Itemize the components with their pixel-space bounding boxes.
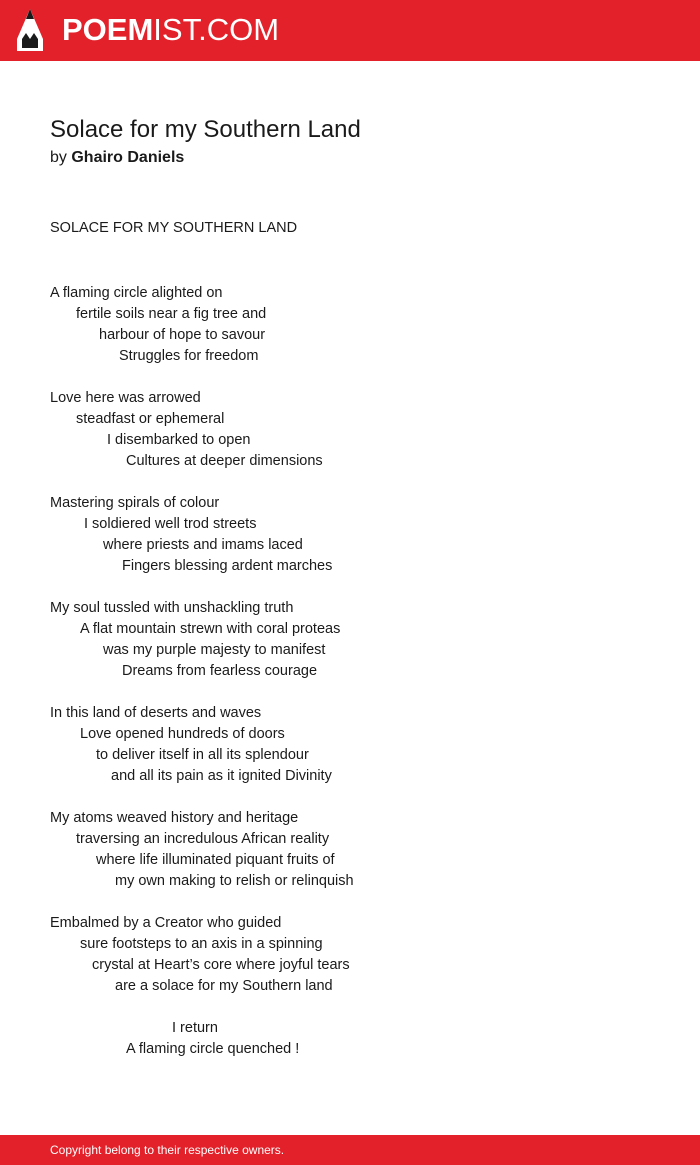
poem-line: In this land of deserts and waves [50,705,262,721]
poem-line: Cultures at deeper dimensions [126,453,323,469]
poem-line: to deliver itself in all its splendour [96,747,309,763]
poem-line: my own making to relish or relinquish [115,873,354,889]
poem-line: was my purple majesty to manifest [103,642,326,658]
author-name: Ghairo Daniels [71,149,185,166]
poem-line: Struggles for freedom [119,348,259,364]
poem-line: My atoms weaved history and heritage [50,810,299,826]
poem-line: My soul tussled with unshackling truth [50,600,294,616]
poem-line: sure footsteps to an axis in a spinning [80,936,323,952]
site-header [0,0,700,61]
site-logo-link[interactable] [62,12,279,48]
poem-line: A flat mountain strewn with coral proteas [80,621,341,637]
by-label: by [50,149,67,166]
byline [50,149,184,167]
poem-line: Dreams from fearless courage [122,663,318,679]
poem-line: I disembarked to open [107,432,251,448]
poem-line: Fingers blessing ardent marches [122,558,333,574]
poem-line: I soldiered well trod streets [84,516,257,532]
poem-line: Love opened hundreds of doors [80,726,285,742]
poem-line: Love here was arrowed [50,390,201,406]
poem-line: harbour of hope to savour [99,327,266,343]
poem-line: A flaming circle quenched ! [126,1041,300,1057]
poem-line: A flaming circle alighted on [50,285,223,301]
poem-line: where priests and imams laced [103,537,303,553]
pencil-tip-icon[interactable] [17,9,43,51]
poem-line: crystal at Heart’s core where joyful tears [92,957,350,973]
poem-line: Mastering spirals of colour [50,495,220,511]
poem-line: traversing an incredulous African reality [76,831,330,847]
poem-line: are a solace for my Southern land [115,978,333,994]
poem-line: where life illuminated piquant fruits of [96,852,335,868]
copyright-notice: Copyright belong to their respective owners. [50,1143,285,1157]
poem-line: and all its pain as it ignited Divinity [111,768,332,784]
poem-title: Solace for my Southern Land [50,116,361,143]
site-footer [0,1135,700,1165]
poem-line: Embalmed by a Creator who guided [50,915,282,931]
logo-text-light: IST.COM [153,12,280,47]
poem-line: I return [172,1020,218,1036]
logo-text-bold: POEM [62,12,154,47]
poem-line: fertile soils near a fig tree and [76,306,267,322]
poem-heading: SOLACE FOR MY SOUTHERN LAND [50,220,298,236]
poem-line: steadfast or ephemeral [76,411,225,427]
